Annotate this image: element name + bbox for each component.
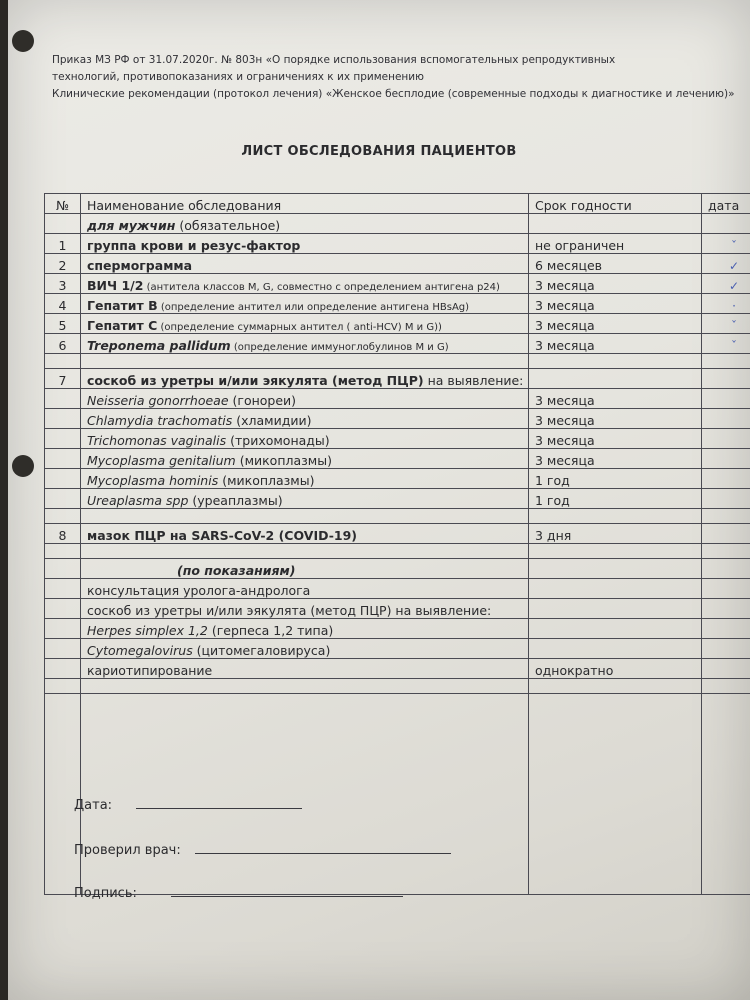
indications-section-label: (по показаниям) xyxy=(81,559,529,579)
table-row xyxy=(45,559,750,579)
header-line: технологий, противопоказаниях и ограничениях к их применению xyxy=(52,71,424,83)
table-row xyxy=(45,544,750,559)
signature-area-row xyxy=(45,694,750,895)
date-mark: ˇ xyxy=(702,334,750,354)
pcr-item: Mycoplasma genitalium (микоплазмы) xyxy=(81,449,529,469)
table-row: 7 соскоб из уретры и/или эякулята (метод ПЦР) на выявление: xyxy=(45,369,750,389)
header-line: Приказ МЗ РФ от 31.07.2020г. № 803н «О порядке использования вспомогательных репродуктивных xyxy=(52,54,616,66)
table-row xyxy=(45,489,750,509)
table-row: 4 Гепатит В (определение антител или определение антигена HBsAg) 3 месяца · xyxy=(45,294,750,314)
table-row: 8 мазок ПЦР на SARS-CoV-2 (COVID-19) 3 дня xyxy=(45,524,750,544)
exam-name: ВИЧ 1/2 (антитела классов M, G, совместно с определением антигена p24) xyxy=(81,274,529,294)
pcr-item: Chlamydia trachomatis (хламидии) xyxy=(81,409,529,429)
exam-name: соскоб из уретры и/или эякулята (метод ПЦР) на выявление: xyxy=(81,599,529,619)
table-row: 5 Гепатит С (определение суммарных антител ( anti-HCV) M и G)) 3 месяца ˇ xyxy=(45,314,750,334)
pcr-item: Mycoplasma hominis (микоплазмы) xyxy=(81,469,529,489)
doctor-field xyxy=(74,843,451,858)
col-validity-header: Срок годности xyxy=(529,194,702,214)
document-sheet xyxy=(8,0,750,1000)
exam-validity: 3 месяца xyxy=(529,294,702,314)
date-mark: ✓ xyxy=(702,274,750,294)
exam-name: группа крови и резус-фактор xyxy=(81,234,529,254)
exam-validity: 1 год xyxy=(529,469,702,489)
exam-validity: 1 год xyxy=(529,489,702,509)
table-row xyxy=(45,469,750,489)
doctor-blank-line xyxy=(195,853,451,854)
date-mark: · xyxy=(702,294,750,314)
col-name-header: Наименование обследования xyxy=(81,194,529,214)
exam-validity: не ограничен xyxy=(529,234,702,254)
exam-validity: однократно xyxy=(529,659,702,679)
exam-validity: 3 месяца xyxy=(529,409,702,429)
exam-name: спермограмма xyxy=(81,254,529,274)
table-row xyxy=(45,354,750,369)
table-row: 2 спермограмма 6 месяцев ✓ xyxy=(45,254,750,274)
exam-validity: 6 месяцев xyxy=(529,254,702,274)
date-label: Дата: xyxy=(74,798,113,813)
doctor-label: Проверил врач: xyxy=(74,843,181,858)
date-mark: ˇ xyxy=(702,314,750,334)
exam-name: консультация уролога-андролога xyxy=(81,579,529,599)
pcr-item: Trichomonas vaginalis (трихомонады) xyxy=(81,429,529,449)
col-date-header: дата xyxy=(702,194,750,214)
exam-name: Treponema pallidum (определение иммуноглобулинов M и G) xyxy=(81,334,529,354)
date-mark: ✓ xyxy=(702,254,750,274)
exam-name: кариотипирование xyxy=(81,659,529,679)
table-row xyxy=(45,214,750,234)
punch-hole xyxy=(12,455,34,477)
pcr-section-title: соскоб из уретры и/или эякулята (метод ПЦР) на выявление: xyxy=(81,369,529,389)
table-header-row xyxy=(45,194,750,214)
exam-name: мазок ПЦР на SARS-CoV-2 (COVID-19) xyxy=(81,524,529,544)
exam-validity: 3 месяца xyxy=(529,274,702,294)
table-row: 1 группа крови и резус-фактор не ограничен ˇ xyxy=(45,234,750,254)
table-row xyxy=(45,429,750,449)
col-num-header: № xyxy=(45,194,81,214)
date-blank-line xyxy=(136,808,302,809)
table-row xyxy=(45,679,750,694)
header-line: Клинические рекомендации (протокол лечения) «Женское бесплодие (современные подходы к диагностике и лечению)» xyxy=(52,88,735,100)
exam-name: Гепатит В (определение антител или определение антигена HBsAg) xyxy=(81,294,529,314)
exam-validity: 3 месяца xyxy=(529,314,702,334)
pcr-item: Herpes simplex 1,2 (герпеса 1,2 типа) xyxy=(81,619,529,639)
pcr-item: Cytomegalovirus (цитомегаловируса) xyxy=(81,639,529,659)
sign-label: Подпись: xyxy=(74,886,137,901)
table-row xyxy=(45,619,750,639)
date-field xyxy=(74,798,302,813)
document-header xyxy=(52,52,742,103)
exam-validity: 3 месяца xyxy=(529,429,702,449)
punch-hole xyxy=(12,30,34,52)
table-row xyxy=(45,509,750,524)
table-row xyxy=(45,639,750,659)
exam-validity: 3 месяца xyxy=(529,334,702,354)
pcr-item: Ureaplasma spp (уреаплазмы) xyxy=(81,489,529,509)
table-row xyxy=(45,389,750,409)
table-row: 3 ВИЧ 1/2 (антитела классов M, G, совместно с определением антигена p24) 3 месяца ✓ xyxy=(45,274,750,294)
date-mark: ˇ xyxy=(702,234,750,254)
table-row xyxy=(45,599,750,619)
table-row xyxy=(45,449,750,469)
sign-blank-line xyxy=(171,896,403,897)
sign-field xyxy=(74,886,403,901)
men-section-label: для мужчин (обязательное) xyxy=(81,214,529,234)
table-row xyxy=(45,409,750,429)
table-row: 6 Treponema pallidum (определение иммуноглобулинов M и G) 3 месяца ˇ xyxy=(45,334,750,354)
examination-table xyxy=(44,193,750,895)
exam-validity: 3 месяца xyxy=(529,449,702,469)
document-title: ЛИСТ ОБСЛЕДОВАНИЯ ПАЦИЕНТОВ xyxy=(241,144,517,159)
exam-validity: 3 месяца xyxy=(529,389,702,409)
table-row xyxy=(45,659,750,679)
table-row xyxy=(45,579,750,599)
exam-validity: 3 дня xyxy=(529,524,702,544)
exam-name: Гепатит С (определение суммарных антител ( anti-HCV) M и G)) xyxy=(81,314,529,334)
pcr-item: Neisseria gonorrhoeae (гонореи) xyxy=(81,389,529,409)
